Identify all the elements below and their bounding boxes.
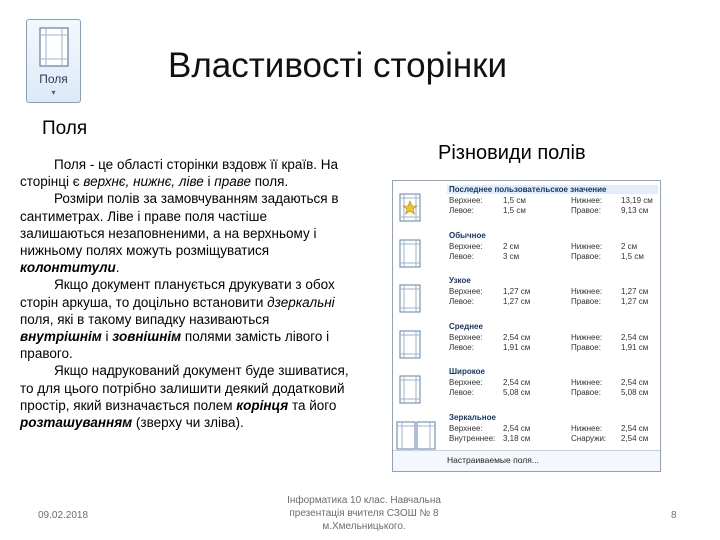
margin-label: Снаружи: xyxy=(571,433,607,443)
margin-value: 1,27 см xyxy=(503,297,531,306)
margin-value: 1,91 см xyxy=(503,342,531,352)
margin-value: 5,08 см xyxy=(503,388,531,397)
page-title: Властивості сторінки xyxy=(168,46,508,85)
custom-margins-label: Настраиваемые поля... xyxy=(447,455,539,465)
margin-label: Правое: xyxy=(571,251,601,261)
margin-value: 1,27 см xyxy=(621,297,649,306)
margin-label: Правое: xyxy=(571,206,601,215)
margin-preset-option[interactable] xyxy=(393,229,660,275)
margin-label: Нижнее: xyxy=(571,423,603,433)
body-text xyxy=(20,156,350,431)
page-icon xyxy=(399,375,421,404)
margin-value: 2,54 см xyxy=(503,423,531,433)
preset-name: Обычное xyxy=(449,230,486,240)
preset-name: Среднее xyxy=(449,321,483,331)
margin-preset-option[interactable] xyxy=(393,183,660,229)
margin-label: Правое: xyxy=(571,297,601,306)
margin-label: Верхнее: xyxy=(449,196,483,205)
margins-icon xyxy=(39,27,69,67)
paragraph-2: Розміри полів за замовчуванням задаються в сантиметрах. Ліве і праве поля частіше залишаються незаповненими, а на верхньому і нижньому полях можуть розміщуватися колонтитули. xyxy=(20,191,339,276)
star-page-icon xyxy=(399,193,421,222)
margins-ribbon-button[interactable] xyxy=(26,19,81,103)
preset-name: Последнее пользовательское значение xyxy=(447,185,658,194)
paragraph-1: Поля - це області сторінки вздовж її країв. На сторінці є верхнє, нижнє, ліве і праве поля. xyxy=(20,157,339,190)
margin-value: 1,5 см xyxy=(503,206,526,215)
subheading: Поля xyxy=(42,118,88,139)
margin-label: Нижнее: xyxy=(571,378,603,387)
page-icon xyxy=(399,239,421,268)
margin-value: 1,91 см xyxy=(621,342,649,352)
margin-value: 2 см xyxy=(503,241,520,251)
margin-value: 1,27 см xyxy=(503,287,531,296)
margins-gallery xyxy=(392,180,661,472)
margin-value: 3 см xyxy=(503,251,520,261)
preset-name: Узкое xyxy=(449,276,471,285)
margin-label: Внутреннее: xyxy=(449,433,496,443)
margin-label: Верхнее: xyxy=(449,241,483,251)
mirror-page-icon xyxy=(396,421,436,450)
paragraph-3: Якщо документ планується друкувати з обох сторін аркуша, то доцільно встановити дзеркальні поля, які в такому випадку називаються внутрішнім і зовнішнім полями замість лівого і правого. xyxy=(20,277,335,362)
margin-value: 2,54 см xyxy=(503,332,531,342)
margin-value: 13,19 см xyxy=(621,196,653,205)
margin-label: Левое: xyxy=(449,251,474,261)
margin-label: Нижнее: xyxy=(571,287,603,296)
right-heading: Різновиди полів xyxy=(438,142,586,164)
margin-value: 3,18 см xyxy=(503,433,531,443)
margin-preset-option[interactable] xyxy=(393,365,660,411)
paragraph-4: Якщо надрукований документ буде зшиватися, то для цього потрібно залишити деякий додатковий простір, який визначається полем корінця та його розташуванням (зверху чи зліва). xyxy=(20,363,349,431)
margin-preset-option[interactable] xyxy=(393,274,660,320)
margin-value: 1,5 см xyxy=(503,196,526,205)
margin-label: Левое: xyxy=(449,297,474,306)
margin-label: Левое: xyxy=(449,388,474,397)
margin-label: Левое: xyxy=(449,206,474,215)
footer-date: 09.02.2018 xyxy=(38,510,89,521)
margin-label: Нижнее: xyxy=(571,332,603,342)
margin-label: Правое: xyxy=(571,342,601,352)
margin-value: 5,08 см xyxy=(621,388,649,397)
footer-center-text: Інформатика 10 клас. Навчальна презентація вчителя СЗОШ № 8 м.Хмельницького. xyxy=(287,495,441,532)
page-icon xyxy=(399,330,421,359)
page-icon xyxy=(399,284,421,313)
margin-value: 9,13 см xyxy=(621,206,649,215)
margin-label: Нижнее: xyxy=(571,241,603,251)
custom-margins-button[interactable] xyxy=(393,450,660,471)
margin-value: 2,54 см xyxy=(621,378,649,387)
page-number: 8 xyxy=(671,510,677,521)
preset-name: Зеркальное xyxy=(449,412,496,422)
margin-value: 2,54 см xyxy=(503,378,531,387)
margin-label: Правое: xyxy=(571,388,601,397)
margin-label: Верхнее: xyxy=(449,287,483,296)
margin-value: 1,5 см xyxy=(621,251,644,261)
margin-preset-option[interactable] xyxy=(393,320,660,366)
margin-label: Левое: xyxy=(449,342,474,352)
margin-value: 2 см xyxy=(621,241,638,251)
chevron-down-icon: ▾ xyxy=(51,88,56,97)
margin-value: 1,27 см xyxy=(621,287,649,296)
margin-value: 2,54 см xyxy=(621,332,649,342)
margin-label: Верхнее: xyxy=(449,423,483,433)
margin-label: Верхнее: xyxy=(449,378,483,387)
margin-label: Верхнее: xyxy=(449,332,483,342)
ribbon-button-label: Поля xyxy=(39,72,68,86)
margin-value: 2,54 см xyxy=(621,433,649,443)
preset-name: Широкое xyxy=(449,367,485,376)
margin-value: 2,54 см xyxy=(621,423,649,433)
margin-label: Нижнее: xyxy=(571,196,603,205)
